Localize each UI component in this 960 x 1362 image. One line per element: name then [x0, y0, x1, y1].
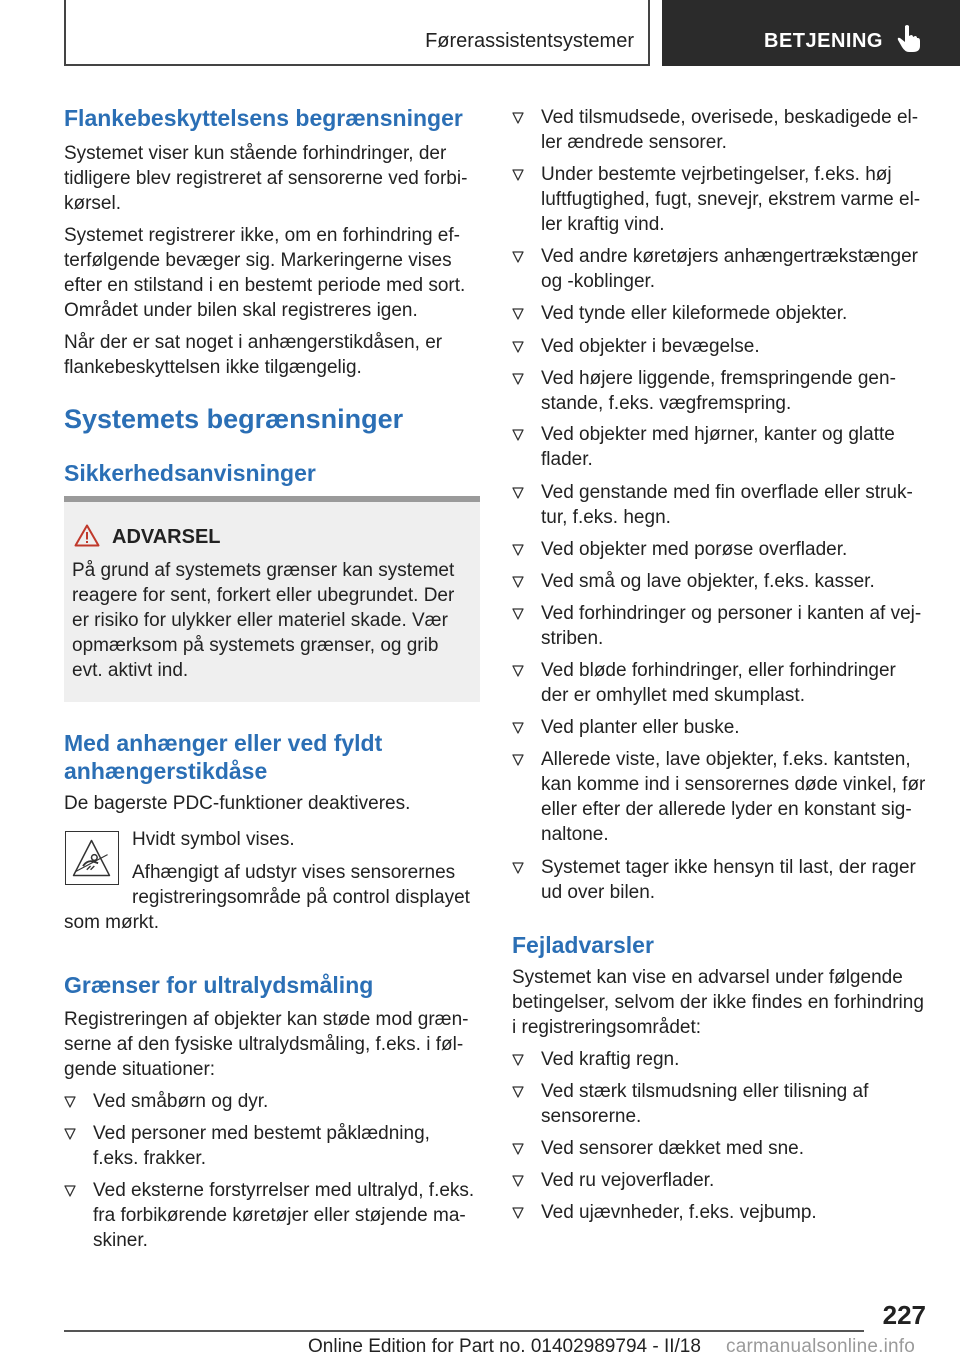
heading-graenser-ultralyd: Grænser for ultralydsmåling: [64, 972, 374, 998]
text-line: Systemet viser kun stående forhindringer, der: [64, 143, 447, 164]
text-line: Ved forhindringer og personer i kanten af vej‐: [541, 603, 922, 624]
text-line: Når der er sat noget i anhængerstikdåsen, er: [64, 332, 443, 353]
triangle-bullet-icon: [64, 1185, 76, 1197]
text-line: Systemet registrerer ikke, om en forhindring ef‐: [64, 225, 460, 246]
text-line: Ved eksterne forstyrrelser med ultralyd, f.eks.: [93, 1180, 475, 1201]
paragraph-flanke-1: [64, 141, 484, 216]
triangle-bullet-icon: [512, 341, 524, 353]
text-line: efter en stilstand i en bestemt periode med sort.: [64, 275, 466, 296]
text-line: Ved stærk tilsmudsning eller tilisning af: [541, 1081, 869, 1102]
text-line: Ved objekter med hjørner, kanter og glatte: [541, 424, 895, 445]
text-line: eller efter der allerede lyder en konstant sig‐: [541, 799, 912, 820]
heading-anhaenger: [64, 729, 484, 785]
heading-line: anhængerstikdåse: [64, 758, 268, 784]
text-line: sensorerne.: [541, 1106, 642, 1127]
paragraph-registrering: [64, 1007, 484, 1082]
text-line: skiner.: [93, 1230, 148, 1251]
list-item: [512, 1168, 932, 1193]
text-line: evt. aktivt ind.: [72, 660, 189, 681]
header-chapter-title: BETJENING: [764, 30, 883, 52]
triangle-bullet-icon: [512, 722, 524, 734]
text-line: Ved planter eller buske.: [541, 717, 740, 738]
triangle-bullet-icon: [512, 754, 524, 766]
triangle-bullet-icon: [512, 251, 524, 263]
triangle-bullet-icon: [512, 1086, 524, 1098]
text-line: flankebeskyttelsen ikke tilgængelig.: [64, 357, 362, 378]
text-line: striben.: [541, 628, 604, 649]
triangle-bullet-icon: [512, 487, 524, 499]
text-line: Ved genstande med fin overflade eller struk‐: [541, 482, 913, 503]
list-item: [512, 1079, 932, 1129]
text-line: betingelser, selvom der ikke findes en forhindring: [512, 992, 924, 1013]
list-item: [512, 162, 932, 237]
header-section-title: Førerassistentsystemer: [425, 30, 634, 52]
warning-text: [72, 558, 476, 683]
triangle-bullet-icon: [512, 429, 524, 441]
text-line: Ved objekter med porøse overflader.: [541, 539, 848, 560]
text-line: Ved små og lave objekter, f.eks. kasser.: [541, 571, 875, 592]
footer-edition: Online Edition for Part no. 01402989794 - II/18: [308, 1336, 701, 1357]
text-line: Ved kraftig regn.: [541, 1049, 680, 1070]
list-item: [512, 569, 932, 594]
list-item: [512, 1047, 932, 1072]
list-item: [512, 715, 932, 740]
page-number: 227: [882, 1300, 926, 1330]
text-line: i registreringsområdet:: [512, 1017, 702, 1038]
text-line: ler kraftig vind.: [541, 214, 665, 235]
text-line: serne af den fysiske ultralydsmåling, f.eks. i føl‐: [64, 1034, 464, 1055]
text-line: naltone.: [541, 824, 609, 845]
list-item: [64, 1178, 484, 1253]
text-line: Hvidt symbol vises.: [132, 829, 295, 850]
text-line: Ved højere liggende, fremspringende gen‐: [541, 368, 896, 389]
list-item: [512, 747, 932, 847]
watermark: carmanualsonline.info: [726, 1336, 916, 1357]
triangle-bullet-icon: [512, 169, 524, 181]
hand-pointer-icon: [896, 24, 922, 54]
paragraph-pdc: De bagerste PDC-funktioner deaktiveres.: [64, 793, 411, 814]
text-line: der er omhyllet med skumplast.: [541, 685, 805, 706]
list-item: [512, 537, 932, 562]
text-line: Ved småbørn og dyr.: [93, 1091, 269, 1112]
text-line: er risiko for ulykker eller materiel skade. Vær: [72, 610, 448, 631]
text-line: Afhængigt af udstyr vises sensorernes: [132, 862, 456, 883]
triangle-bullet-icon: [512, 544, 524, 556]
text-line: Systemet kan vise en advarsel under følgende: [512, 967, 903, 988]
text-line: Systemet tager ikke hensyn til last, der rager: [541, 857, 916, 878]
trailer-socket-symbol-icon: [65, 831, 119, 885]
text-line: kørsel.: [64, 193, 121, 214]
paragraph-flanke-2: [64, 223, 484, 323]
paragraph-flanke-3: [64, 330, 484, 380]
header-section-box: [64, 0, 650, 66]
text-line: Området under bilen skal registreres igen.: [64, 300, 418, 321]
text-line: og -koblinger.: [541, 271, 656, 292]
text-line: Ved ujævnheder, f.eks. vejbump.: [541, 1202, 817, 1223]
paragraph-fejl: [512, 965, 936, 1040]
warning-title: ADVARSEL: [112, 526, 221, 548]
triangle-bullet-icon: [512, 576, 524, 588]
text-line: Ved tilsmudsede, overisede, beskadigede el‐: [541, 107, 919, 128]
heading-sikkerhedsanvisninger: Sikkerhedsanvisninger: [64, 460, 316, 486]
triangle-bullet-icon: [64, 1128, 76, 1140]
heading-flankebeskyttelse: Flankebeskyttelsens begrænsninger: [64, 105, 463, 131]
heading-fejladvarsler: Fejladvarsler: [512, 932, 654, 958]
warning-triangle-icon: [74, 524, 100, 547]
list-item: [512, 855, 932, 905]
list-item: [512, 422, 932, 472]
triangle-bullet-icon: [512, 1054, 524, 1066]
text-line: Ved sensorer dækket med sne.: [541, 1138, 804, 1159]
list-item: [512, 301, 932, 326]
text-line: opmærksom på systemets grænser, og grib: [72, 635, 439, 656]
text-line: Ved objekter i bevægelse.: [541, 336, 760, 357]
text-line: gende situationer:: [64, 1059, 216, 1080]
list-item: [512, 480, 932, 530]
text-line: tidligere blev registreret af sensorerne ved forbi‐: [64, 168, 468, 189]
triangle-bullet-icon: [512, 373, 524, 385]
list-item: [512, 244, 932, 294]
list-item: [512, 658, 932, 708]
list-item: [512, 1200, 932, 1225]
triangle-bullet-icon: [512, 862, 524, 874]
triangle-bullet-icon: [512, 308, 524, 320]
symbol-description: [132, 827, 484, 910]
text-line: Ved bløde forhindringer, eller forhindringer: [541, 660, 896, 681]
text-line: Registreringen af objekter kan støde mod græn‐: [64, 1009, 469, 1030]
triangle-bullet-icon: [512, 665, 524, 677]
text-line: f.eks. frakker.: [93, 1148, 206, 1169]
heading-line: Med anhænger eller ved fyldt: [64, 730, 383, 756]
symbol-description-tail: som mørkt.: [64, 912, 159, 933]
text-line: terfølgende bevæger sig. Markeringerne vises: [64, 250, 452, 271]
warning-box: [64, 502, 480, 702]
text-line: På grund af systemets grænser kan systemet: [72, 560, 455, 581]
text-line: Ved tynde eller kileformede objekter.: [541, 303, 848, 324]
header-chapter-box: [662, 0, 960, 66]
list-item: [512, 601, 932, 651]
triangle-bullet-icon: [512, 1207, 524, 1219]
text-line: reagere for sent, forkert eller ubegrundet. Der: [72, 585, 455, 606]
text-line: registreringsområde på control displayet: [132, 887, 470, 908]
text-line: Allerede viste, lave objekter, f.eks. kantsten,: [541, 749, 911, 770]
list-item: [64, 1121, 484, 1171]
text-line: ud over bilen.: [541, 882, 656, 903]
text-line: Ved personer med bestemt påklædning,: [93, 1123, 430, 1144]
text-line: kan komme ind i sensorernes døde vinkel, før: [541, 774, 926, 795]
text-line: tur, f.eks. hegn.: [541, 507, 671, 528]
text-line: Ved ru vejoverflader.: [541, 1170, 715, 1191]
triangle-bullet-icon: [512, 1143, 524, 1155]
triangle-bullet-icon: [512, 1175, 524, 1187]
triangle-bullet-icon: [512, 608, 524, 620]
triangle-bullet-icon: [512, 112, 524, 124]
list-item: [512, 334, 932, 359]
text-line: fra forbikørende køretøjer eller støjende ma‐: [93, 1205, 466, 1226]
text-line: ler ændrede sensorer.: [541, 132, 727, 153]
text-line: luftfugtighed, fugt, snevejr, ekstrem varme el‐: [541, 189, 921, 210]
text-line: Ved andre køretøjers anhængertrækstænger: [541, 246, 919, 267]
list-item: [64, 1089, 484, 1114]
footer-rule: [64, 1330, 864, 1332]
text-line: stande, f.eks. vægfremspring.: [541, 393, 792, 414]
heading-systemets-begraensninger: Systemets begrænsninger: [64, 404, 404, 434]
text-line: Under bestemte vejrbetingelser, f.eks. høj: [541, 164, 892, 185]
triangle-bullet-icon: [64, 1096, 76, 1108]
text-line: flader.: [541, 449, 593, 470]
list-item: [512, 105, 932, 155]
list-item: [512, 1136, 932, 1161]
list-item: [512, 366, 932, 416]
